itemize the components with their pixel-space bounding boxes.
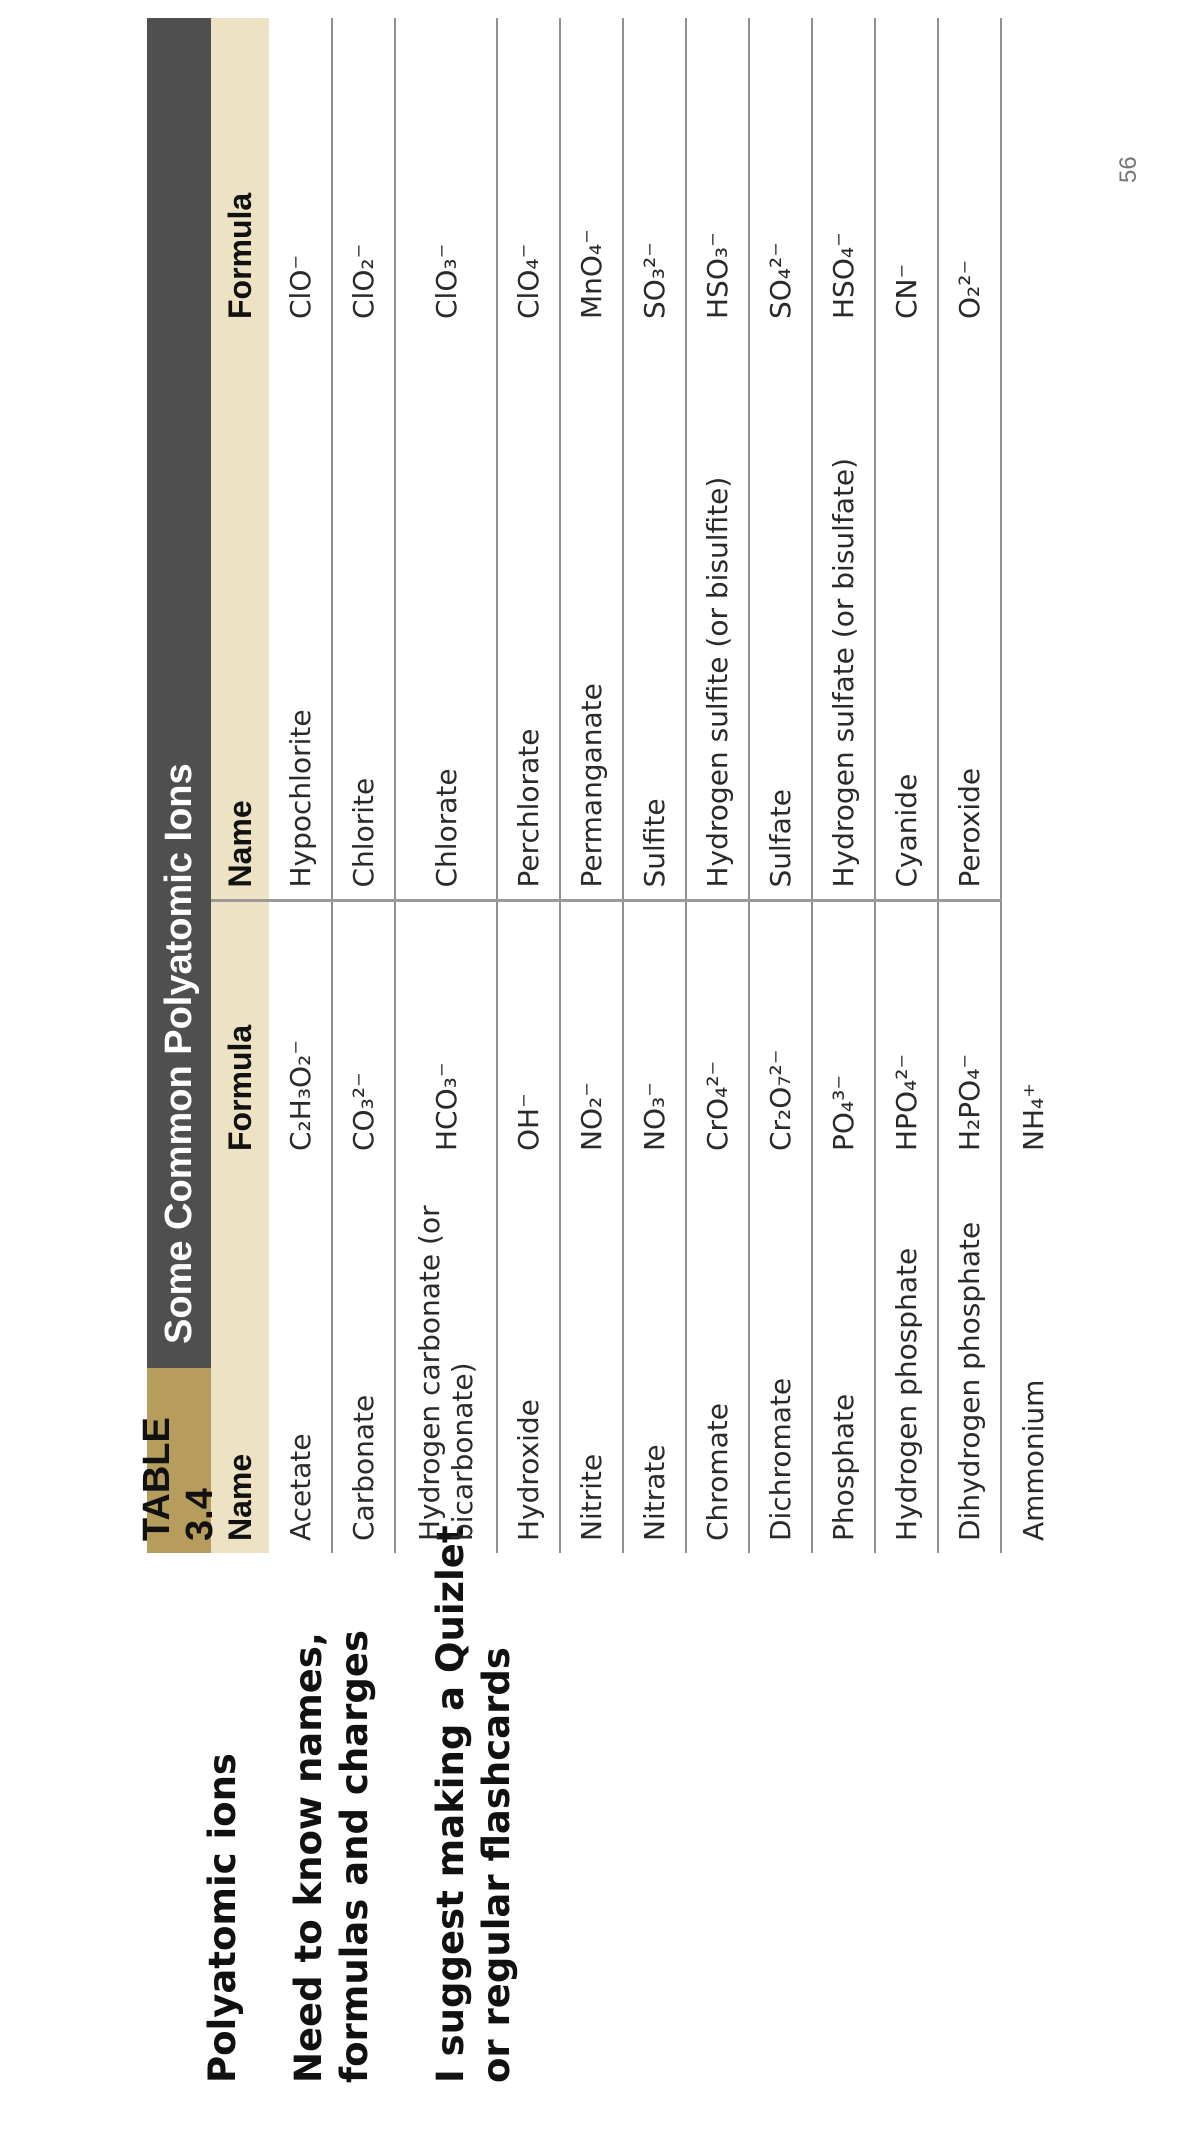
ion-name-right: Perchlorate xyxy=(497,331,560,901)
table-row xyxy=(812,18,875,1553)
ion-formula-right: ClO₂⁻ xyxy=(332,18,395,331)
table-row xyxy=(269,18,332,1553)
ion-name-left: Phosphate xyxy=(812,1163,875,1553)
ion-name-right: Chlorite xyxy=(332,331,395,901)
table-row xyxy=(623,18,686,1553)
ion-formula-left: CO₃²⁻ xyxy=(332,901,395,1163)
notes-panel xyxy=(200,1503,570,2083)
ion-formula-right: O₂²⁻ xyxy=(938,18,1001,331)
ion-formula-left: HCO₃⁻ xyxy=(395,901,497,1163)
table-row xyxy=(395,18,497,1553)
ion-formula-left: PO₄³⁻ xyxy=(812,901,875,1163)
ion-name-left: Acetate xyxy=(269,1163,332,1553)
header-formula-left: Formula xyxy=(221,1024,258,1151)
ion-formula-right: HSO₄⁻ xyxy=(812,18,875,331)
ion-formula-left: Cr₂O₇²⁻ xyxy=(749,901,812,1163)
ion-formula-right: MnO₄⁻ xyxy=(560,18,623,331)
ion-formula-left: HPO₄²⁻ xyxy=(875,901,938,1163)
ion-formula-left: CrO₄²⁻ xyxy=(686,901,749,1163)
ion-formula-left: C₂H₃O₂⁻ xyxy=(269,901,332,1163)
ion-formula-right: ClO⁻ xyxy=(269,18,332,331)
ion-name-right: Peroxide xyxy=(938,331,1001,901)
header-name-left: Name xyxy=(221,1453,258,1541)
ion-name-right: Sulfate xyxy=(749,331,812,901)
ion-formula-left: H₂PO₄⁻ xyxy=(938,901,1001,1163)
table-row xyxy=(497,18,560,1553)
ion-name-left: Ammonium xyxy=(1016,1379,1050,1541)
notes-paragraph-requirements: Need to know names, formulas and charges xyxy=(287,1630,376,2083)
ion-name-left: Carbonate xyxy=(332,1163,395,1553)
table-row xyxy=(332,18,395,1553)
ion-formula-right: HSO₃⁻ xyxy=(686,18,749,331)
ion-formula-left: OH⁻ xyxy=(497,901,560,1163)
table-header-row xyxy=(211,18,269,1553)
notes-paragraph-suggestion: I suggest making a Quizlet or regular flashcards xyxy=(429,1525,518,2083)
ion-formula-left: NH₄⁺ xyxy=(1016,1082,1050,1151)
ion-formula-right: SO₄²⁻ xyxy=(749,18,812,331)
ion-formula-right: ClO₄⁻ xyxy=(497,18,560,331)
ion-name-left: Nitrite xyxy=(560,1163,623,1553)
ion-name-right: Permanganate xyxy=(560,331,623,901)
ion-name-left: Chromate xyxy=(686,1163,749,1553)
ion-name-left: Hydrogen phosphate xyxy=(875,1163,938,1553)
table-row xyxy=(686,18,749,1553)
ion-formula-right: CN⁻ xyxy=(875,18,938,331)
ion-formula-right: ClO₃⁻ xyxy=(395,18,497,331)
ion-name-right: Sulfite xyxy=(623,331,686,901)
ion-name-left: Dichromate xyxy=(749,1163,812,1553)
header-formula-right: Formula xyxy=(221,192,258,319)
ion-name-right: Hypochlorite xyxy=(269,331,332,901)
table-title-bar xyxy=(136,18,221,1553)
ion-name-right xyxy=(1001,331,1064,901)
ion-name-right: Cyanide xyxy=(875,331,938,901)
ion-formula-right: SO₃²⁻ xyxy=(623,18,686,331)
table-number-label: TABLE 3.4 xyxy=(147,1368,211,1553)
table-title: Some Common Polyatomic Ions xyxy=(147,18,211,1368)
ion-name-right: Hydrogen sulfite (or bisulfite) xyxy=(686,331,749,901)
notes-heading: Polyatomic ions xyxy=(201,1753,244,2083)
ion-name-right: Chlorate xyxy=(395,331,497,901)
polyatomic-ions-table xyxy=(136,18,1064,1553)
ion-name-left: Nitrate xyxy=(623,1163,686,1553)
ion-name-left: Hydrogen carbonate (or bicarbonate) xyxy=(395,1163,497,1553)
ion-formula-left: NO₂⁻ xyxy=(560,901,623,1163)
ion-name-left: Dihydrogen phosphate xyxy=(938,1163,1001,1553)
table-row xyxy=(1001,18,1064,1553)
ions-table xyxy=(211,18,1064,1553)
table-row xyxy=(749,18,812,1553)
ion-name-left: Hydroxide xyxy=(497,1163,560,1553)
header-name-right: Name xyxy=(211,331,269,901)
table-row xyxy=(938,18,1001,1553)
table-row xyxy=(875,18,938,1553)
ion-formula-right xyxy=(1001,18,1064,331)
ion-formula-left: NO₃⁻ xyxy=(623,901,686,1163)
page-number: 56 xyxy=(1115,156,1142,183)
ion-name-right: Hydrogen sulfate (or bisulfate) xyxy=(812,331,875,901)
table-row xyxy=(560,18,623,1553)
